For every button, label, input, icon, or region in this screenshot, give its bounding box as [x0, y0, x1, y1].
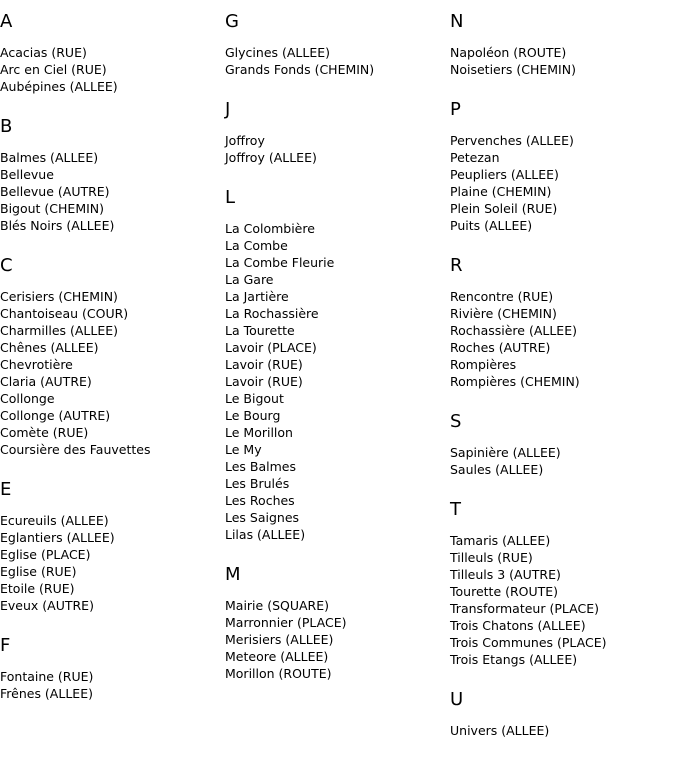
- street-name: Collonge (AUTRE): [0, 408, 111, 423]
- street-list: [450, 722, 665, 739]
- street-name: La Combe Fleurie: [225, 255, 335, 270]
- street-name: Les Balmes: [225, 459, 297, 474]
- letter-group: [0, 635, 215, 702]
- street-name: Morillon (ROUTE): [225, 666, 332, 681]
- street-name: Plaine (CHEMIN): [450, 184, 552, 199]
- street-name: Tourette (ROUTE): [450, 584, 559, 599]
- letter-heading: F: [0, 635, 11, 656]
- street-list: [450, 532, 665, 668]
- letter-heading: A: [0, 11, 13, 32]
- street-list: [225, 44, 440, 78]
- street-name: Peupliers (ALLEE): [450, 167, 559, 182]
- street-name: Les Brulés: [225, 476, 290, 491]
- index-column: [0, 0, 215, 702]
- letter-heading: R: [450, 255, 463, 276]
- letter-group: [0, 11, 215, 95]
- street-name: Lavoir (RUE): [225, 357, 303, 372]
- street-name: Rivière (CHEMIN): [450, 306, 557, 321]
- street-name: Comète (RUE): [0, 425, 89, 440]
- letter-heading: E: [0, 479, 12, 500]
- letter-group: [450, 499, 665, 668]
- street-name: Eveux (AUTRE): [0, 598, 94, 613]
- street-name: Chênes (ALLEE): [0, 340, 99, 355]
- street-name: Claria (AUTRE): [0, 374, 92, 389]
- street-name: Arc en Ciel (RUE): [0, 62, 107, 77]
- letter-group: [0, 255, 215, 458]
- street-name: Marronnier (PLACE): [225, 615, 347, 630]
- index-column: [450, 0, 665, 739]
- street-name: Rochassière (ALLEE): [450, 323, 577, 338]
- street-name: Puits (ALLEE): [450, 218, 533, 233]
- street-name: Eglise (RUE): [0, 564, 77, 579]
- street-name: Tilleuls 3 (AUTRE): [450, 567, 561, 582]
- street-name: Transformateur (PLACE): [450, 601, 599, 616]
- street-name: Ecureuils (ALLEE): [0, 513, 109, 528]
- street-name: Mairie (SQUARE): [225, 598, 330, 613]
- street-list: [225, 597, 440, 682]
- letter-group: [450, 411, 665, 478]
- letter-heading: T: [450, 499, 461, 520]
- street-name: Plein Soleil (RUE): [450, 201, 558, 216]
- street-list: [450, 288, 665, 390]
- street-name: Collonge: [0, 391, 55, 406]
- letter-heading: C: [0, 255, 13, 276]
- letter-heading: S: [450, 411, 462, 432]
- street-name: Merisiers (ALLEE): [225, 632, 334, 647]
- letter-heading: B: [0, 116, 13, 137]
- letter-heading: J: [225, 99, 231, 120]
- letter-group: [0, 479, 215, 614]
- street-name: Trois Etangs (ALLEE): [450, 652, 578, 667]
- street-name: Balmes (ALLEE): [0, 150, 99, 165]
- letter-group: [225, 11, 440, 78]
- letter-heading: U: [450, 689, 464, 710]
- street-name: Cerisiers (CHEMIN): [0, 289, 118, 304]
- letter-group: [450, 255, 665, 390]
- letter-group: [450, 11, 665, 78]
- street-name: Rencontre (RUE): [450, 289, 554, 304]
- street-name: Rompières: [450, 357, 517, 372]
- street-name: Pervenches (ALLEE): [450, 133, 574, 148]
- letter-group: [225, 99, 440, 166]
- letter-group: [0, 116, 215, 234]
- street-name: Meteore (ALLEE): [225, 649, 329, 664]
- street-name: Roches (AUTRE): [450, 340, 551, 355]
- letter-heading: L: [225, 187, 236, 208]
- letter-group: [450, 689, 665, 739]
- street-name: Trois Chatons (ALLEE): [450, 618, 586, 633]
- street-name: La Rochassière: [225, 306, 319, 321]
- street-name: Petezan: [450, 150, 500, 165]
- street-name: La Tourette: [225, 323, 295, 338]
- street-name: Le Morillon: [225, 425, 293, 440]
- street-name: Chevrotière: [0, 357, 73, 372]
- street-name: Napoléon (ROUTE): [450, 45, 567, 60]
- street-name: La Combe: [225, 238, 288, 253]
- street-name: Les Roches: [225, 493, 295, 508]
- street-name: Bigout (CHEMIN): [0, 201, 105, 216]
- letter-group: [450, 99, 665, 234]
- street-name: Trois Communes (PLACE): [450, 635, 607, 650]
- street-name: La Jartière: [225, 289, 289, 304]
- street-name: Lavoir (PLACE): [225, 340, 317, 355]
- letter-group: [225, 187, 440, 543]
- street-name: Chantoiseau (COUR): [0, 306, 129, 321]
- street-name: Lilas (ALLEE): [225, 527, 306, 542]
- street-name: Les Saignes: [225, 510, 300, 525]
- letter-heading: G: [225, 11, 239, 32]
- street-name: Acacias (RUE): [0, 45, 87, 60]
- street-name: Bellevue: [0, 167, 54, 182]
- street-list: [0, 668, 215, 702]
- street-name: Univers (ALLEE): [450, 723, 550, 738]
- street-name: Bellevue (AUTRE): [0, 184, 110, 199]
- street-list: [450, 132, 665, 234]
- street-name: Joffroy (ALLEE): [225, 150, 317, 165]
- street-name: Joffroy: [225, 133, 265, 148]
- street-list: [450, 444, 665, 478]
- street-name: Rompières (CHEMIN): [450, 374, 580, 389]
- street-list: [0, 149, 215, 234]
- street-list: [450, 44, 665, 78]
- street-name: Grands Fonds (CHEMIN): [225, 62, 375, 77]
- street-name: Le Bigout: [225, 391, 284, 406]
- street-list: [225, 132, 440, 166]
- street-name: Blés Noirs (ALLEE): [0, 218, 115, 233]
- letter-heading: P: [450, 99, 461, 120]
- street-list: [0, 512, 215, 614]
- street-name: Etoile (RUE): [0, 581, 75, 596]
- street-name: La Gare: [225, 272, 274, 287]
- letter-heading: M: [225, 564, 241, 585]
- street-list: [0, 44, 215, 95]
- street-name: Saules (ALLEE): [450, 462, 544, 477]
- street-name: Le Bourg: [225, 408, 281, 423]
- street-name: Eglantiers (ALLEE): [0, 530, 115, 545]
- index-column: [225, 0, 440, 682]
- street-name: Fontaine (RUE): [0, 669, 94, 684]
- street-name: Le My: [225, 442, 262, 457]
- street-name: Aubépines (ALLEE): [0, 79, 118, 94]
- street-name: Sapinière (ALLEE): [450, 445, 561, 460]
- street-name: Glycines (ALLEE): [225, 45, 331, 60]
- street-list: [0, 288, 215, 458]
- street-name: Tamaris (ALLEE): [450, 533, 551, 548]
- street-name: Lavoir (RUE): [225, 374, 303, 389]
- street-list: [225, 220, 440, 543]
- letter-heading: N: [450, 11, 464, 32]
- street-name: La Colombière: [225, 221, 315, 236]
- street-name: Noisetiers (CHEMIN): [450, 62, 576, 77]
- street-name: Charmilles (ALLEE): [0, 323, 119, 338]
- street-name: Tilleuls (RUE): [450, 550, 533, 565]
- street-name: Coursière des Fauvettes: [0, 442, 151, 457]
- street-name: Frênes (ALLEE): [0, 686, 93, 701]
- street-name: Eglise (PLACE): [0, 547, 91, 562]
- letter-group: [225, 564, 440, 682]
